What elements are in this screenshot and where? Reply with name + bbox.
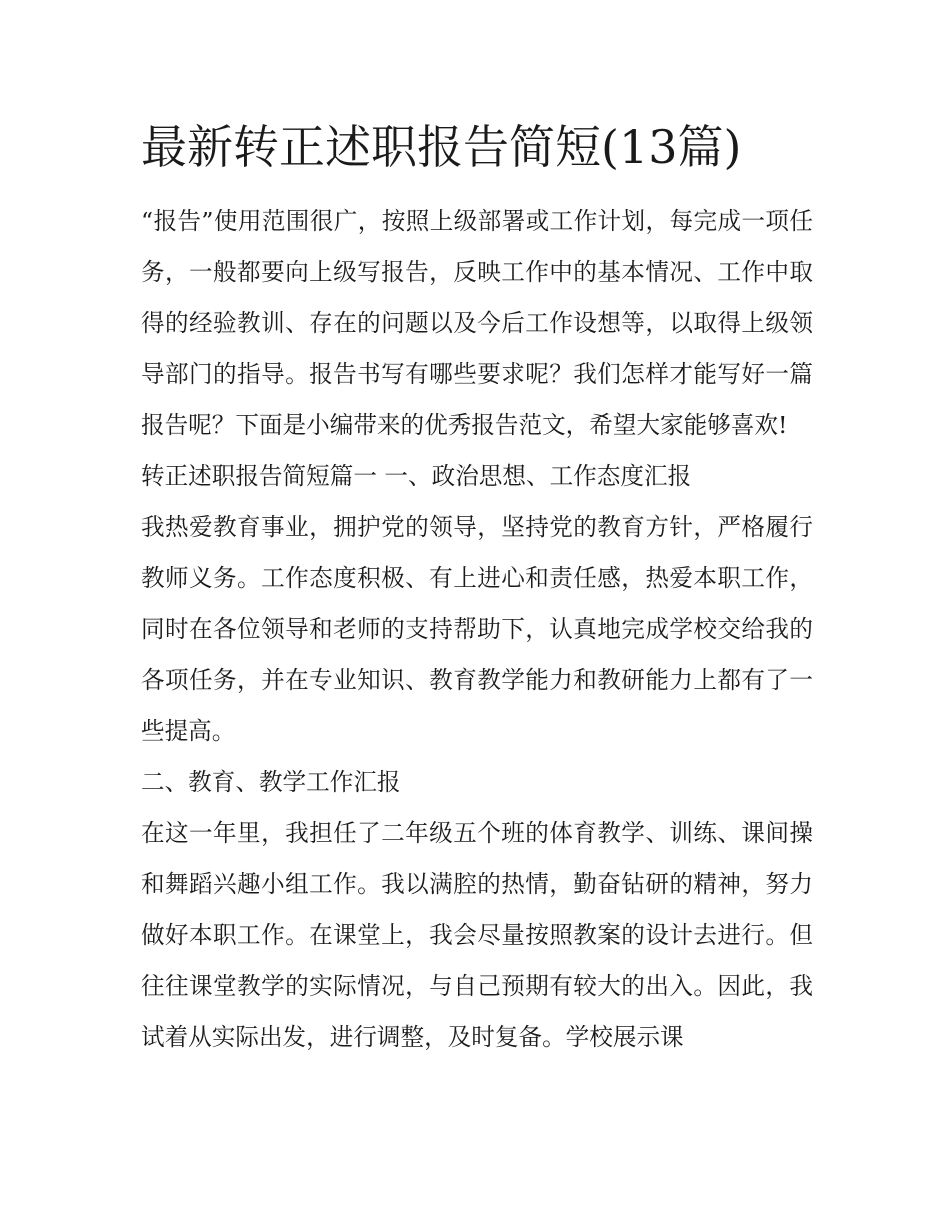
section-heading-teaching: 二、教育、教学工作汇报 xyxy=(141,768,401,796)
teaching-work-paragraph: 在这一年里，我担任了二年级五个班的体育教学、训练、课间操和舞蹈兴趣小组工作。我以满腔的热情，勤奋钻研的精神，努力做好本职工作。在课堂上，我会尽量按照教案的设计去进行。但往往课堂教学的实际情况，与自己预期有较大的出入。因此，我试着从实际出发，进行调整，及时复备。学校展示课 xyxy=(141,819,813,1051)
intro-paragraph: “报告”使用范围很广，按照上级部署或工作计划，每完成一项任务，一般都要向上级写报告，反映工作中的基本情况、工作中取得的经验教训、存在的问题以及今后工作设想等，以取得上级领导部门的指导。报告书写有哪些要求呢？我们怎样才能写好一篇报告呢？下面是小编带来的优秀报告范文，希望大家能够喜欢! xyxy=(141,207,813,439)
section-heading-part-one: 转正述职报告简短篇一 一、政治思想、工作态度汇报 xyxy=(141,462,692,490)
document-title: 最新转正述职报告简短(13篇) xyxy=(141,120,742,174)
document-body xyxy=(141,112,813,1063)
political-thought-paragraph: 我热爱教育事业，拥护党的领导，坚持党的教育方针，严格履行教师义务。工作态度积极、有上进心和责任感，热爱本职工作，同时在各位领导和老师的支持帮助下，认真地完成学校交给我的各项任务，并在专业知识、教育教学能力和教研能力上都有了一些提高。 xyxy=(141,513,813,745)
